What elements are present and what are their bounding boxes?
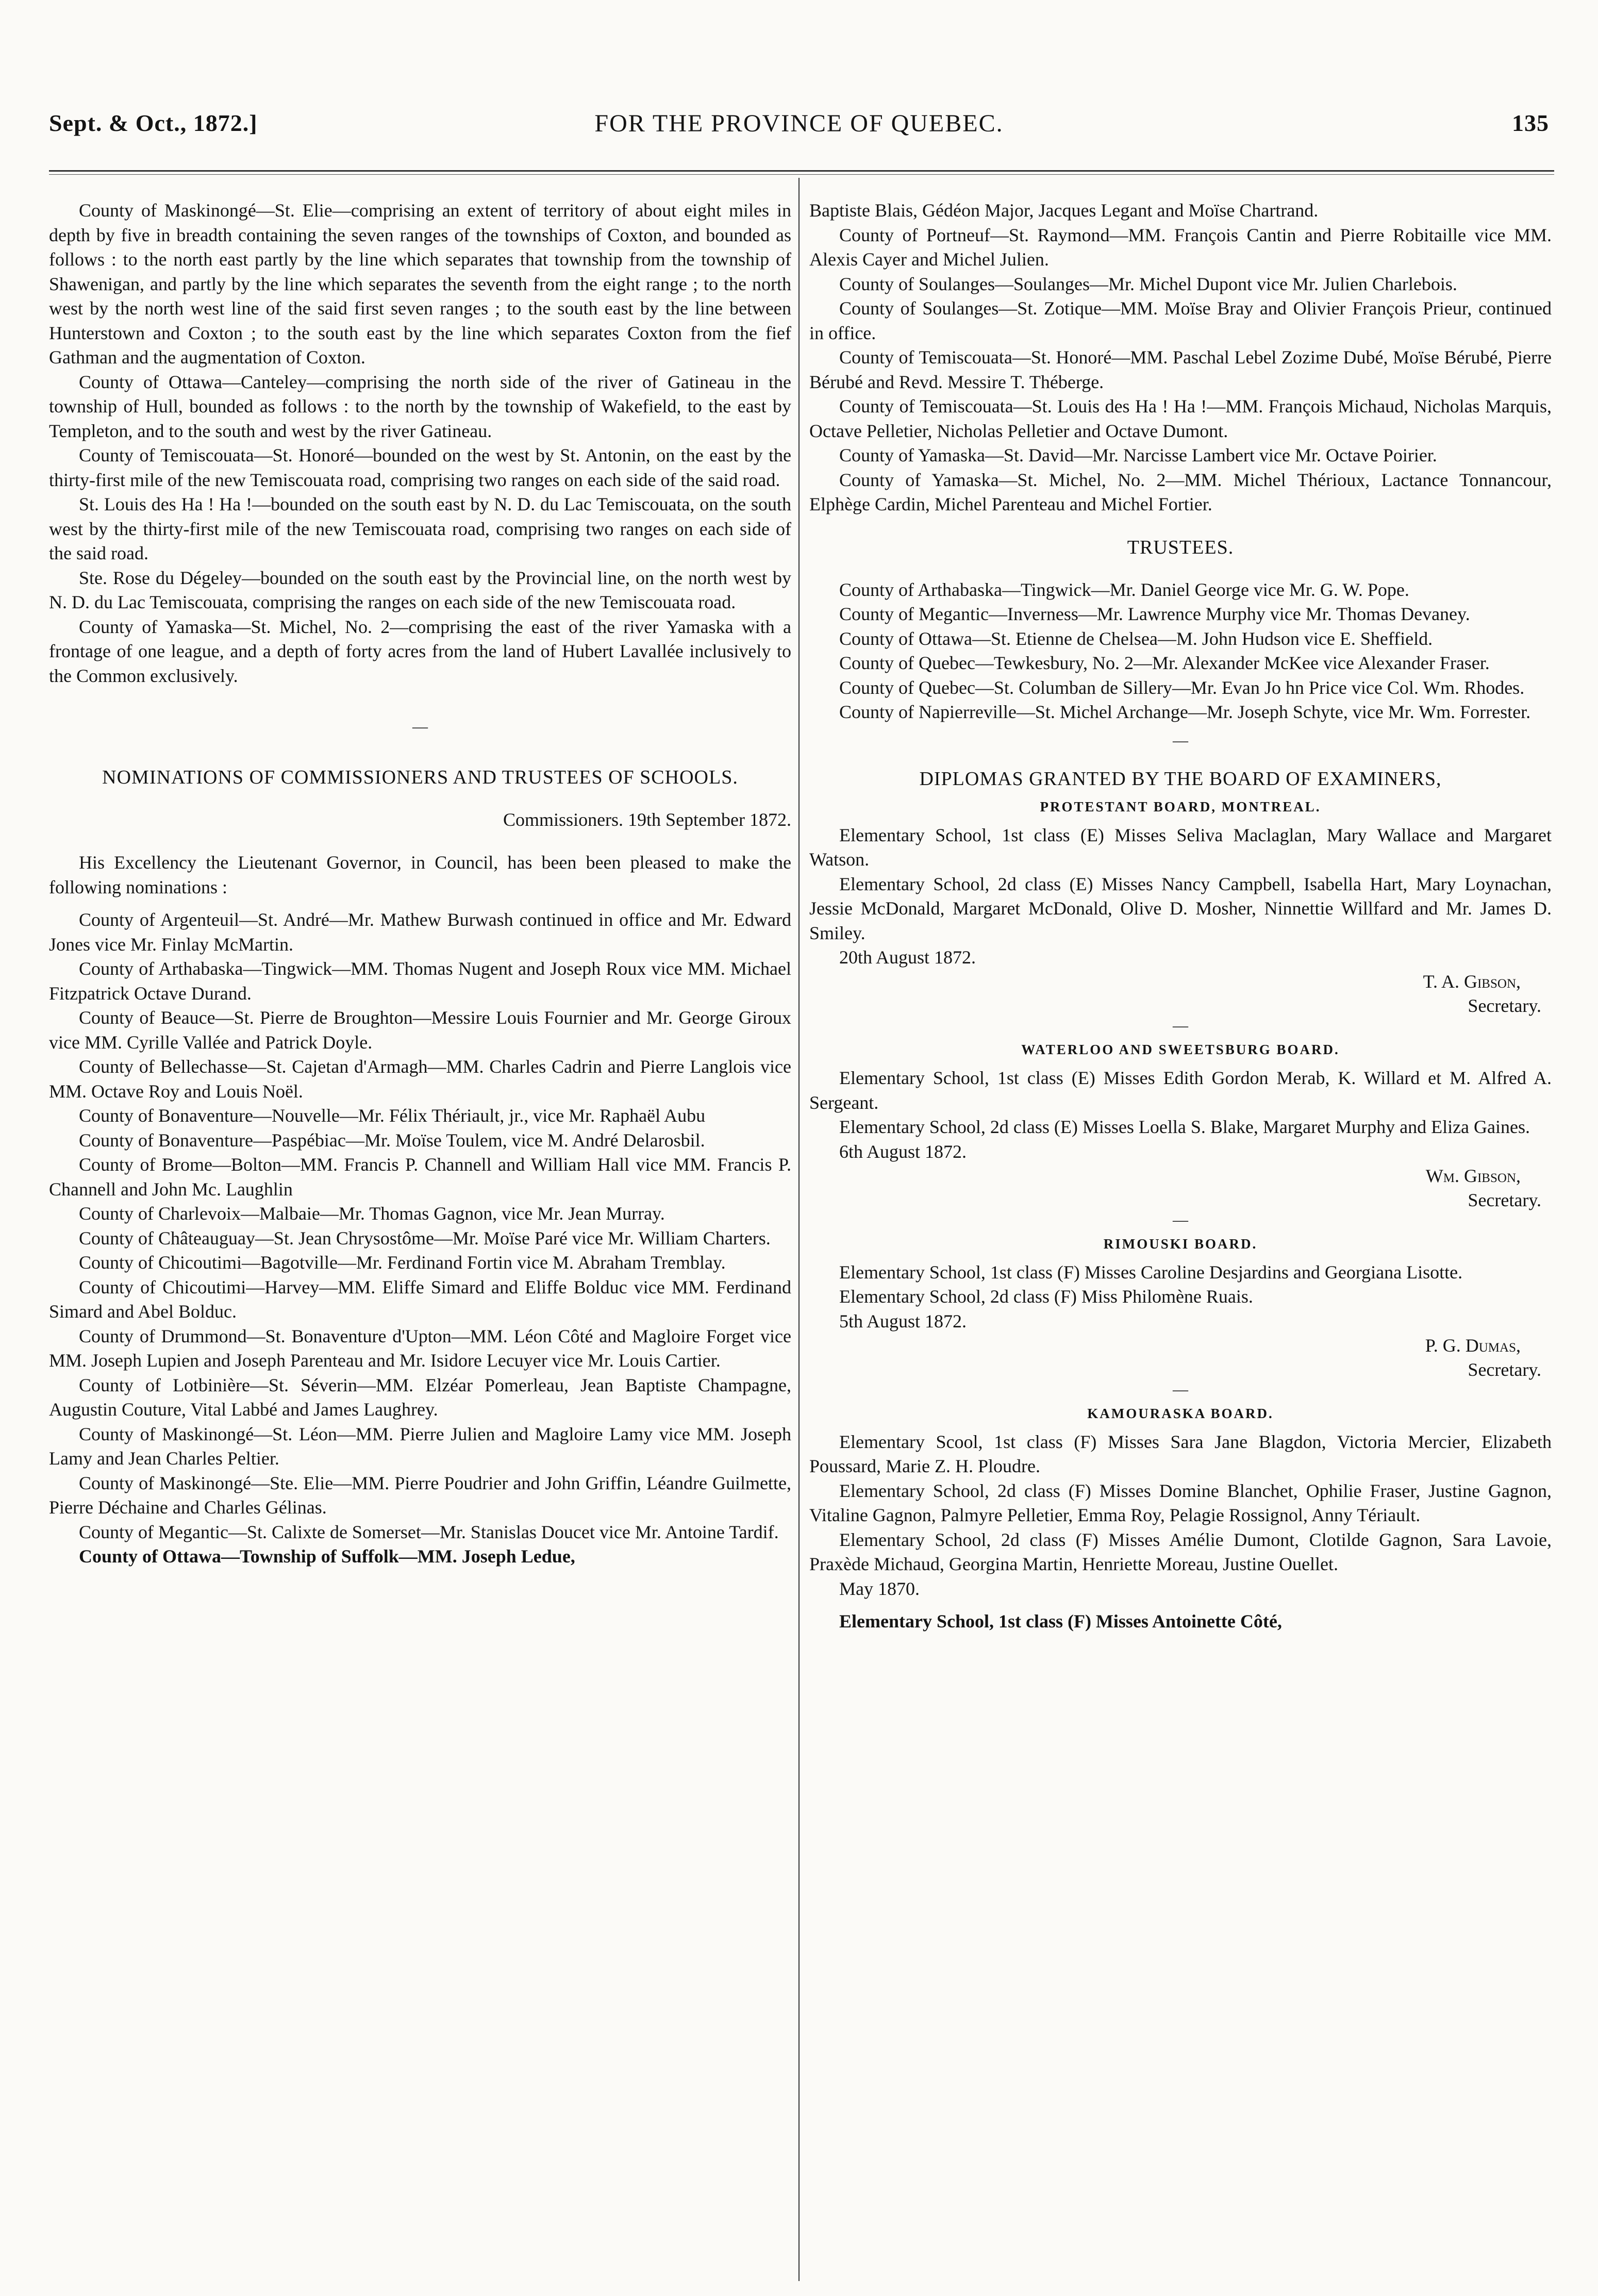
trustee-entry: County of Quebec—St. Columban de Sillery—Mr. Evan Jo hn Price vice Col. Wm. Rhodes. <box>839 677 1525 698</box>
nomination-entry: County of Chicoutimi—Bagotville—Mr. Ferdinand Fortin vice M. Abraham Tremblay. <box>79 1252 726 1273</box>
diploma-entry: Elementary School, 1st class (E) Misses Edith Gordon Merab, K. Willard et M. Alfred A. Sergeant. <box>809 1068 1552 1113</box>
diploma-entry: Elementary School, 2d class (F) Miss Philomène Ruais. <box>839 1286 1253 1307</box>
board-name: KAMOURASKA BOARD. <box>1087 1405 1274 1421</box>
nomination-entry: County of Bonaventure—Paspébiac—Mr. Moïse Toulem, vice M. André Delarosbil. <box>79 1129 705 1151</box>
nomination-entry: County of Yamaska—St. David—Mr. Narcisse Lambert vice Mr. Octave Poirier. <box>839 445 1437 465</box>
nomination-entry: County of Lotbinière—St. Séverin—MM. Elzéar Pomerleau, Jean Baptiste Champagne, Augustin Couture, Vital Labbé and James Laughrey. <box>49 1374 791 1420</box>
diploma-entry: Elementary Scool, 1st class (F) Misses Sara Jane Blagdon, Victoria Mercier, Elizabeth Poussard, Marie Z. H. Ploudre. <box>809 1431 1552 1476</box>
trustee-entry: County of Napierreville—St. Michel Archange—Mr. Joseph Schyte, vice Mr. Wm. Forrester. <box>839 702 1531 722</box>
section-dash: — <box>1173 1380 1188 1398</box>
diploma-entry: Elementary School, 2d class (E) Misses Loella S. Blake, Margaret Murphy and Eliza Gaines. <box>839 1117 1530 1137</box>
column-divider <box>798 178 800 2281</box>
signatory-title: Secretary. <box>1468 1359 1541 1380</box>
diploma-entry: Elementary School, 2d class (F) Misses Domine Blanchet, Ophilie Fraser, Justine Gagnon, Vitaline Gagnon, Palmyre Pelletier, Emma Roy, Pelagie Rossignol, Anny Tériault. <box>809 1480 1552 1525</box>
trustees-heading: TRUSTEES. <box>1127 536 1234 558</box>
paragraph: County of Yamaska—St. Michel, No. 2—comprising the east of the river Yamaska with a frontage of one league, and a depth of forty acres from the land of Hubert Lavallée inclusively to the Common exclusively. <box>49 616 791 686</box>
left-column <box>49 198 791 1569</box>
nomination-entry: County of Charlevoix—Malbaie—Mr. Thomas Gagnon, vice Mr. Jean Murray. <box>79 1203 665 1224</box>
section-dash: — <box>1173 731 1188 749</box>
diploma-entry-continued: Elementary School, 1st class (F) Misses Antoinette Côté, <box>839 1610 1282 1632</box>
nominations-heading: NOMINATIONS OF COMMISSIONERS AND TRUSTEES OF SCHOOLS. <box>102 767 738 788</box>
diploma-date: 5th August 1872. <box>839 1310 967 1332</box>
board-name: WATERLOO AND SWEETSBURG BOARD. <box>1021 1042 1340 1057</box>
nomination-entry: County of Beauce—St. Pierre de Broughton—Messire Louis Fournier and Mr. George Giroux vice MM. Cyrille Vallée and Patrick Doyle. <box>49 1007 791 1053</box>
trustee-entry: County of Arthabaska—Tingwick—Mr. Daniel George vice Mr. G. W. Pope. <box>839 579 1409 600</box>
diploma-date: 20th August 1872. <box>839 947 976 968</box>
issue-date: Sept. & Oct., 1872.] <box>49 110 258 136</box>
paragraph: St. Louis des Ha ! Ha !—bounded on the south east by N. D. du Lac Temiscouata, on the south west by the thirty-first mile of the new Temiscouata road, comprising two ranges on each side of the said road. <box>49 494 791 563</box>
signatory-name: Wm. Gibson, <box>1425 1165 1521 1186</box>
paragraph: County of Ottawa—Canteley—comprising the north side of the river of Gatineau in the township of Hull, bounded as follows : to the north by the township of Wakefield, to the east by Templeton, and to the south and west by the river Gatineau. <box>49 371 791 441</box>
nomination-entry: County of Arthabaska—Tingwick—MM. Thomas Nugent and Joseph Roux vice MM. Michael Fitzpatrick Octave Durand. <box>49 958 791 1004</box>
diploma-entry: Elementary School, 1st class (F) Misses Caroline Desjardins and Georgiana Lisotte. <box>839 1261 1463 1283</box>
section-dash: — <box>1173 1211 1188 1228</box>
nomination-entry: County of Soulanges—Soulanges—Mr. Michel Dupont vice Mr. Julien Charlebois. <box>839 273 1457 294</box>
paragraph: County of Temiscouata—St. Honoré—bounded on the west by St. Antonin, on the east by the thirty-first mile of the new Temiscouata road, comprising two ranges on each side of the said road. <box>49 445 791 490</box>
nomination-entry-continued: County of Ottawa—Township of Suffolk—MM. Joseph Ledue, <box>79 1546 575 1567</box>
header-rule <box>49 170 1554 172</box>
diplomas-heading: DIPLOMAS GRANTED BY THE BOARD OF EXAMINERS, <box>919 768 1442 790</box>
nomination-entry: County of Temiscouata—St. Louis des Ha ! Ha !—MM. François Michaud, Nicholas Marquis, Octave Pelletier, Nicholas Pelletier and Octave Dumont. <box>809 396 1552 441</box>
nomination-entry: County of Yamaska—St. Michel, No. 2—MM. Michel Thérioux, Lactance Tonnancour, Elphège Cardin, Michel Parenteau and Michel Fortier. <box>809 469 1552 514</box>
trustee-entry: County of Ottawa—St. Etienne de Chelsea—M. John Hudson vice E. Sheffield. <box>839 628 1433 649</box>
paragraph: Ste. Rose du Dégeley—bounded on the south east by the Provincial line, on the north west by N. D. du Lac Temiscouata, comprising the ranges on each side of the new Temiscouata road. <box>49 567 791 612</box>
signatory-name: T. A. Gibson, <box>1423 971 1521 992</box>
nomination-entry: County of Brome—Bolton—MM. Francis P. Channell and William Hall vice MM. Francis P. Channell and John Mc. Laughlin <box>49 1154 791 1200</box>
page-number: 135 <box>1512 110 1549 136</box>
intro-paragraph: His Excellency the Lieutenant Governor, in Council, has been been pleased to make the following nominations : <box>49 852 791 897</box>
nomination-entry: County of Bellechasse—St. Cajetan d'Armagh—MM. Charles Cadrin and Pierre Langlois vice MM. Octave Roy and Louis Noël. <box>49 1056 791 1102</box>
nomination-entry: County of Bonaventure—Nouvelle—Mr. Félix Thériault, jr., vice Mr. Raphaël Aubu <box>79 1105 706 1126</box>
signatory-title: Secretary. <box>1468 995 1541 1016</box>
nomination-entry: County of Drummond—St. Bonaventure d'Upton—MM. Léon Côté and Magloire Forget vice MM. Joseph Lupien and Joseph Parenteau and Mr. Isidore Lecuyer vice Mr. Louis Cartier. <box>49 1325 791 1371</box>
board-name: RIMOUSKI BOARD. <box>1103 1236 1258 1252</box>
paragraph: County of Maskinongé—St. Elie—comprising an extent of territory of about eight miles in depth by five in breadth containing the seven ranges of the townships of Coxton, and bounded as follows : to the north east partly by the line which separates that township from the township of Shawenigan, and partly by the line which separates the seventh from the eight range ; to the north west by the north west line of the said first seven ranges ; to the south east by the line between Hunterstown and Coxton ; to the south east by the line which separates Coxton from the fief Gathman and the augmentation of Coxton. <box>49 200 791 368</box>
nomination-entry: County of Portneuf—St. Raymond—MM. François Cantin and Pierre Robitaille vice MM. Alexis Cayer and Michel Julien. <box>809 224 1552 270</box>
nomination-entry: County of Argenteuil—St. André—Mr. Mathew Burwash continued in office and Mr. Edward Jones vice Mr. Finlay McMartin. <box>49 909 791 955</box>
nomination-entry: County of Maskinongé—St. Léon—MM. Pierre Julien and Magloire Lamy vice MM. Joseph Lamy and Jean Charles Peltier. <box>49 1423 791 1469</box>
commissioners-date: Commissioners. 19th September 1872. <box>503 809 791 830</box>
diploma-entry: Elementary School, 2d class (E) Misses Nancy Campbell, Isabella Hart, Mary Loynachan, Jessie McDonald, Margaret McDonald, Olive D. Mosher, Ninnettie Willfard and Mr. James D. Smiley. <box>809 873 1552 943</box>
board-name: PROTESTANT BOARD, MONTREAL. <box>1040 798 1321 814</box>
diploma-date: 6th August 1872. <box>839 1141 967 1162</box>
signatory-name: P. G. Dumas, <box>1425 1335 1521 1356</box>
section-dash: — <box>1173 1017 1188 1034</box>
right-column <box>809 198 1552 1634</box>
section-dash: — <box>412 718 428 735</box>
signatory-title: Secretary. <box>1468 1189 1541 1210</box>
running-title: FOR THE PROVINCE OF QUEBEC. <box>594 110 1004 137</box>
diploma-date: May 1870. <box>839 1578 920 1599</box>
header-rule-thin <box>49 174 1554 175</box>
nomination-entry: County of Maskinongé—Ste. Elie—MM. Pierre Poudrier and John Griffin, Léandre Guilmette, Pierre Déchaine and Charles Gélinas. <box>49 1472 791 1518</box>
nomination-entry: County of Châteauguay—St. Jean Chrysostôme—Mr. Moïse Paré vice Mr. William Charters. <box>79 1227 771 1249</box>
nomination-entry: County of Temiscouata—St. Honoré—MM. Paschal Lebel Zozime Dubé, Moïse Bérubé, Pierre Bérubé and Revd. Messire T. Théberge. <box>809 347 1552 392</box>
nomination-entry: County of Soulanges—St. Zotique—MM. Moïse Bray and Olivier François Prieur, continued in office. <box>809 298 1552 343</box>
trustee-entry: County of Megantic—Inverness—Mr. Lawrence Murphy vice Mr. Thomas Devaney. <box>839 604 1470 624</box>
continued-paragraph: Baptiste Blais, Gédéon Major, Jacques Legant and Moïse Chartrand. <box>809 200 1319 221</box>
diploma-entry: Elementary School, 1st class (E) Misses Seliva Maclaglan, Mary Wallace and Margaret Watson. <box>809 824 1552 870</box>
nomination-entry: County of Chicoutimi—Harvey—MM. Eliffe Simard and Eliffe Bolduc vice MM. Ferdinand Simard and Abel Bolduc. <box>49 1276 791 1322</box>
nomination-entry: County of Megantic—St. Calixte de Somerset—Mr. Stanislas Doucet vice Mr. Antoine Tardif. <box>79 1521 779 1542</box>
running-head <box>49 109 1549 145</box>
trustee-entry: County of Quebec—Tewkesbury, No. 2—Mr. Alexander McKee vice Alexander Fraser. <box>839 653 1490 673</box>
diploma-entry: Elementary School, 2d class (F) Misses Amélie Dumont, Clotilde Gagnon, Sara Lavoie, Praxède Michaud, Georgina Martin, Henriette Moreau, Justine Ouellet. <box>809 1529 1552 1574</box>
